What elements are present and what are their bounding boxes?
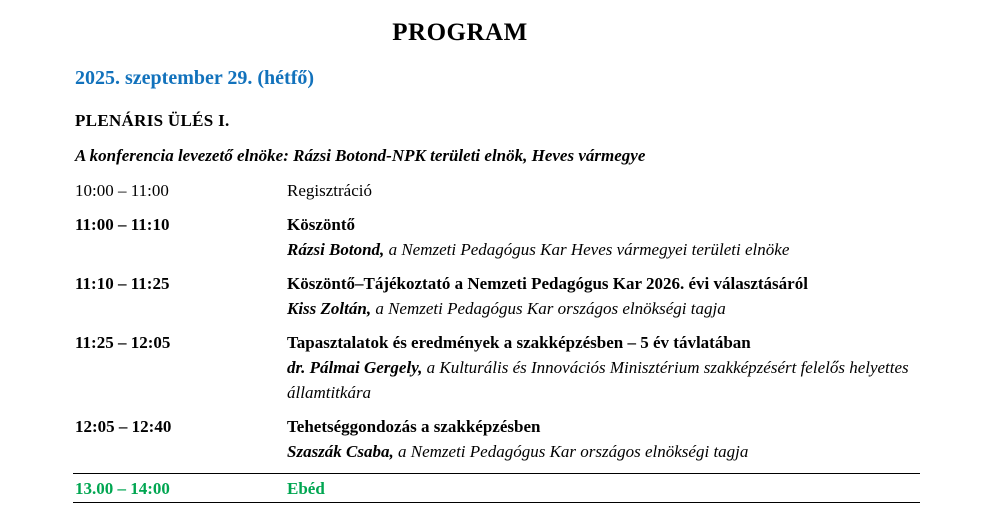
speaker-name: Kiss Zoltán, [287, 299, 372, 318]
session-time: 11:00 – 11:10 [75, 215, 170, 234]
session-description [287, 330, 920, 405]
session-time: 10:00 – 11:00 [75, 181, 169, 200]
session-description [287, 212, 920, 262]
schedule-row [75, 330, 920, 405]
schedule-row [75, 178, 920, 203]
speaker-role: a Nemzeti Pedagógus Kar országos elnökségi tagja [393, 442, 749, 461]
page-title: PROGRAM [392, 19, 528, 46]
session-time: 12:05 – 12:40 [75, 417, 172, 436]
session-title: Köszöntő [287, 215, 355, 234]
session-description [287, 178, 920, 203]
speaker-role: a Nemzeti Pedagógus Kar országos elnökségi tagja [371, 299, 726, 318]
session-speaker [287, 355, 920, 405]
session-title: Köszöntő–Tájékoztató a Nemzeti Pedagógus Kar 2026. évi választásáról [287, 274, 808, 293]
schedule-row [75, 212, 920, 262]
speaker-role: a Nemzeti Pedagógus Kar Heves vármegyei területi elnöke [384, 240, 790, 259]
lunch-row [75, 474, 920, 502]
session-title: Tapasztalatok és eredmények a szakképzésben – 5 év távlatában [287, 333, 751, 352]
date-heading: 2025. szeptember 29. (hétfő) [75, 67, 315, 89]
session-heading: PLENÁRIS ÜLÉS I. [75, 111, 230, 130]
schedule-row [75, 271, 920, 321]
chair-line: A konferencia levezető elnöke: Rázsi Botond-NPK területi elnök, Heves vármegye [75, 146, 646, 165]
speaker-name: Szaszák Csaba, [287, 442, 394, 461]
speaker-role: a Kulturális és Innovációs Minisztérium szakképzésért felelős helyettes államtitkára [287, 358, 909, 402]
speaker-name: Rázsi Botond, [287, 240, 385, 259]
schedule-row [75, 414, 920, 464]
schedule-list [75, 178, 920, 464]
session-speaker [287, 237, 920, 262]
program-document [75, 0, 920, 503]
speaker-name: dr. Pálmai Gergely, [287, 358, 423, 377]
session-time: 11:25 – 12:05 [75, 333, 171, 352]
lunch-title: Ebéd [287, 479, 325, 498]
lunch-time: 13.00 – 14:00 [75, 479, 170, 498]
session-speaker [287, 296, 920, 321]
session-title: Regisztráció [287, 181, 372, 200]
divider-bottom [73, 502, 920, 503]
session-time: 11:10 – 11:25 [75, 274, 170, 293]
session-title: Tehetséggondozás a szakképzésben [287, 417, 541, 436]
session-description [287, 414, 920, 464]
session-description [287, 271, 920, 321]
session-speaker [287, 439, 920, 464]
lunch-section [75, 473, 920, 503]
